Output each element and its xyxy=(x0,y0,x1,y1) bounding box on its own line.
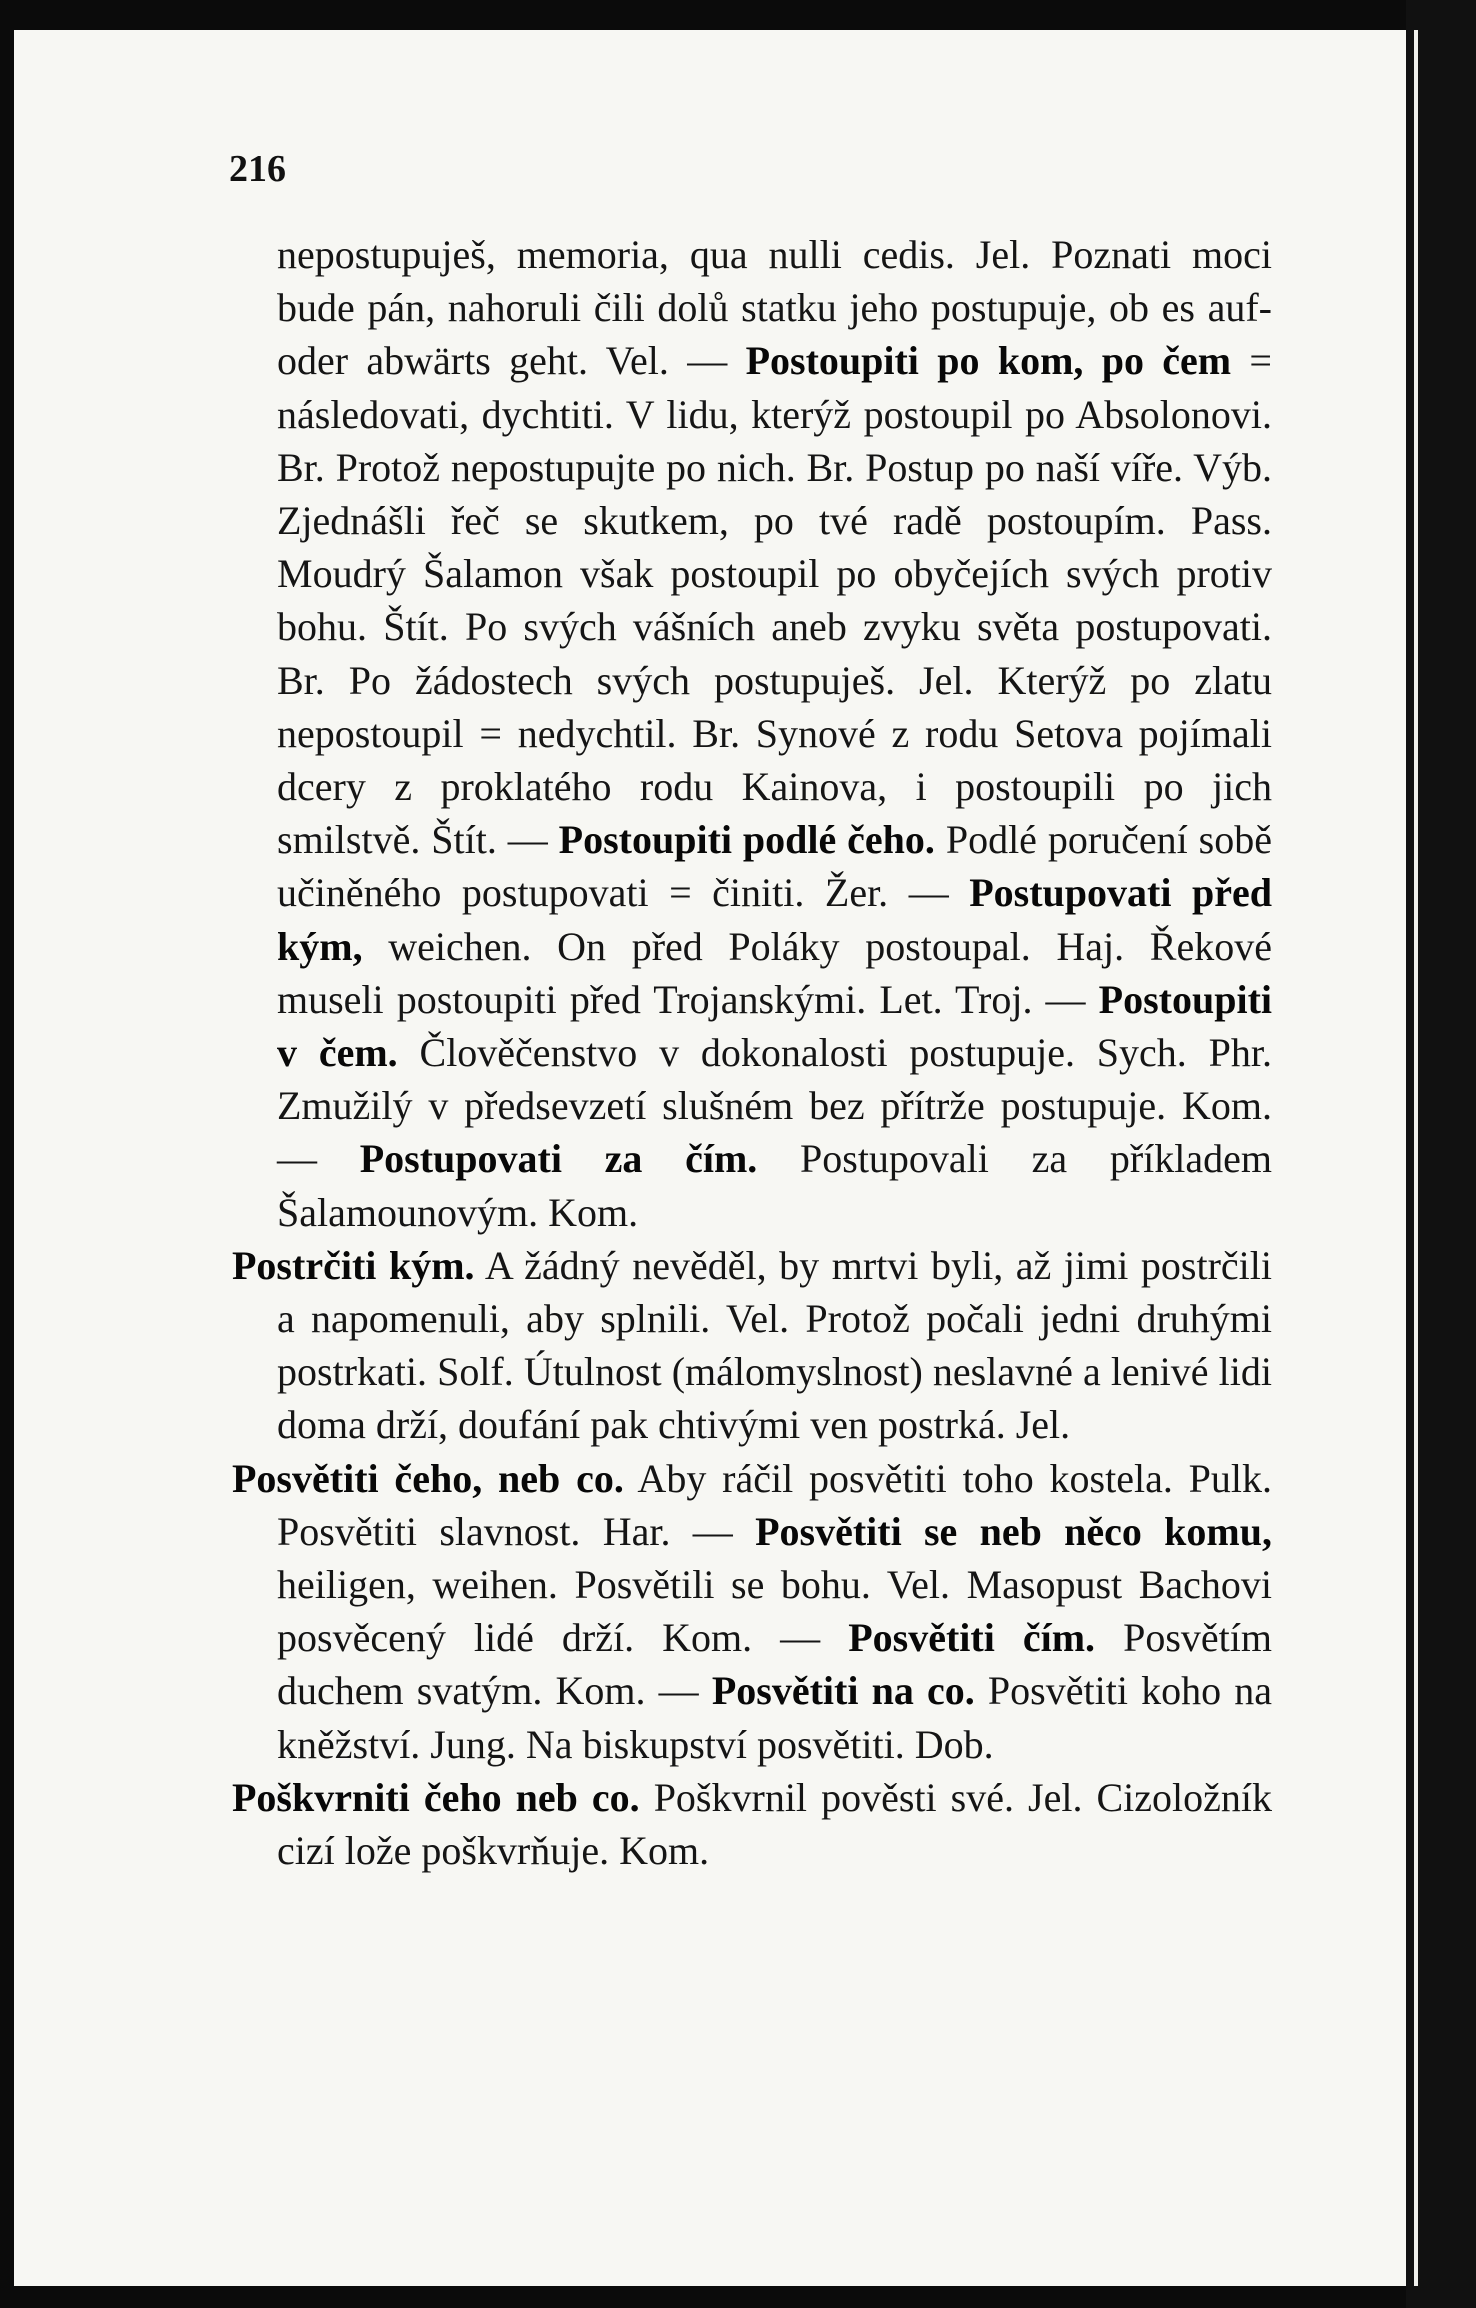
entry-poskvrniti xyxy=(232,1771,1272,1877)
entry-text: Podlé poručení sobě učiněného postupovati = činiti. Žer. — xyxy=(277,817,1272,916)
headword: Posvětiti na co. xyxy=(711,1668,975,1714)
dictionary-text xyxy=(232,228,1272,1877)
page-edge-rule xyxy=(1414,30,1418,2286)
headword: Posvětiti se neb něco komu, xyxy=(755,1508,1272,1554)
entry-postrciti xyxy=(232,1239,1272,1452)
headword: Postupovati za čím. xyxy=(359,1136,758,1182)
headword: Postoupiti v čem. xyxy=(277,976,1272,1076)
entry-text: weichen. On před Poláky postoupal. Haj. Řekové museli postoupiti před Trojanskými. Let. Troj. — xyxy=(277,923,1272,1022)
headword: Postoupiti podlé čeho. xyxy=(558,817,935,863)
headword: Posvětiti čeho, neb co. xyxy=(232,1455,624,1501)
entry-text: Posvětím duchem svatým. Kom. — xyxy=(277,1615,1273,1714)
entry-text: Poškvrnil pověsti své. Jel. Cizoložník cizí lože poškvrňuje. Kom. xyxy=(277,1774,1273,1874)
headword: Postoupiti po kom, po čem xyxy=(745,338,1232,384)
entry-text: heiligen, weihen. Posvětili se bohu. Vel. Masopust Bachovi posvěcený lidé drží. Kom. — xyxy=(277,1562,1272,1661)
entry-continued xyxy=(232,228,1272,1239)
entry-text: A žádný nevěděl, by mrtvi byli, až jimi postrčili a napomenuli, aby splnili. Vel. Protož počali jedni druhými postrkati. Solf. Útulnost (málomyslnost) neslavné a lenivé lidi doma drží, doufání pak chtivými ven postrká. Jel. xyxy=(277,1242,1273,1448)
entry-text: Posvětiti koho na kněžství. Jung. Na biskupství posvětiti. Dob. xyxy=(277,1668,1272,1767)
entry-text: Aby ráčil posvětiti toho kostela. Pulk. Posvětiti slavnost. Har. — xyxy=(277,1455,1273,1554)
headword: Postrčiti kým. xyxy=(232,1242,475,1288)
entry-text: = následovati, dychtiti. V lidu, kterýž postoupil po Absolonovi. Br. Protož nepostupujte po nich. Br. Postup po naší víře. Výb. Zjednášli řeč se skutkem, po tvé radě postoupím. Pass. Moudrý Šalamon však postoupil po obyčejích svých protiv bohu. Štít. Po svých vášních aneb zvyku světa postupovati. Br. Po žádostech svých postupuješ. Jel. Kterýž po zlatu nepostoupil = nedychtil. Br. Synové z rodu Setova pojímali dcery z proklatého rodu Kainova, i postoupili po jich smilstvě. Štít. — xyxy=(277,338,1272,863)
headword: Poškvrniti čeho neb co. xyxy=(232,1774,640,1820)
page-number: 216 xyxy=(229,148,286,190)
entry-text: nepostupuješ, memoria, qua nulli cedis. Jel. Poznati moci bude pán, nahoruli čili dolů statku jeho postupuje, ob es auf- oder abwärts geht. Vel. — xyxy=(277,232,1272,384)
entry-text: Postupovali za příkladem Šalamounovým. Kom. xyxy=(277,1136,1272,1235)
headword: Posvětiti čím. xyxy=(848,1615,1096,1661)
entry-posvetiti xyxy=(232,1452,1272,1771)
headword: Postupovati před kým, xyxy=(277,870,1273,969)
entry-text: Člověčenstvo v dokonalosti postupuje. Sych. Phr. Zmužilý v předsevzetí slušném bez přítrže postupuje. Kom. — xyxy=(277,1030,1272,1182)
